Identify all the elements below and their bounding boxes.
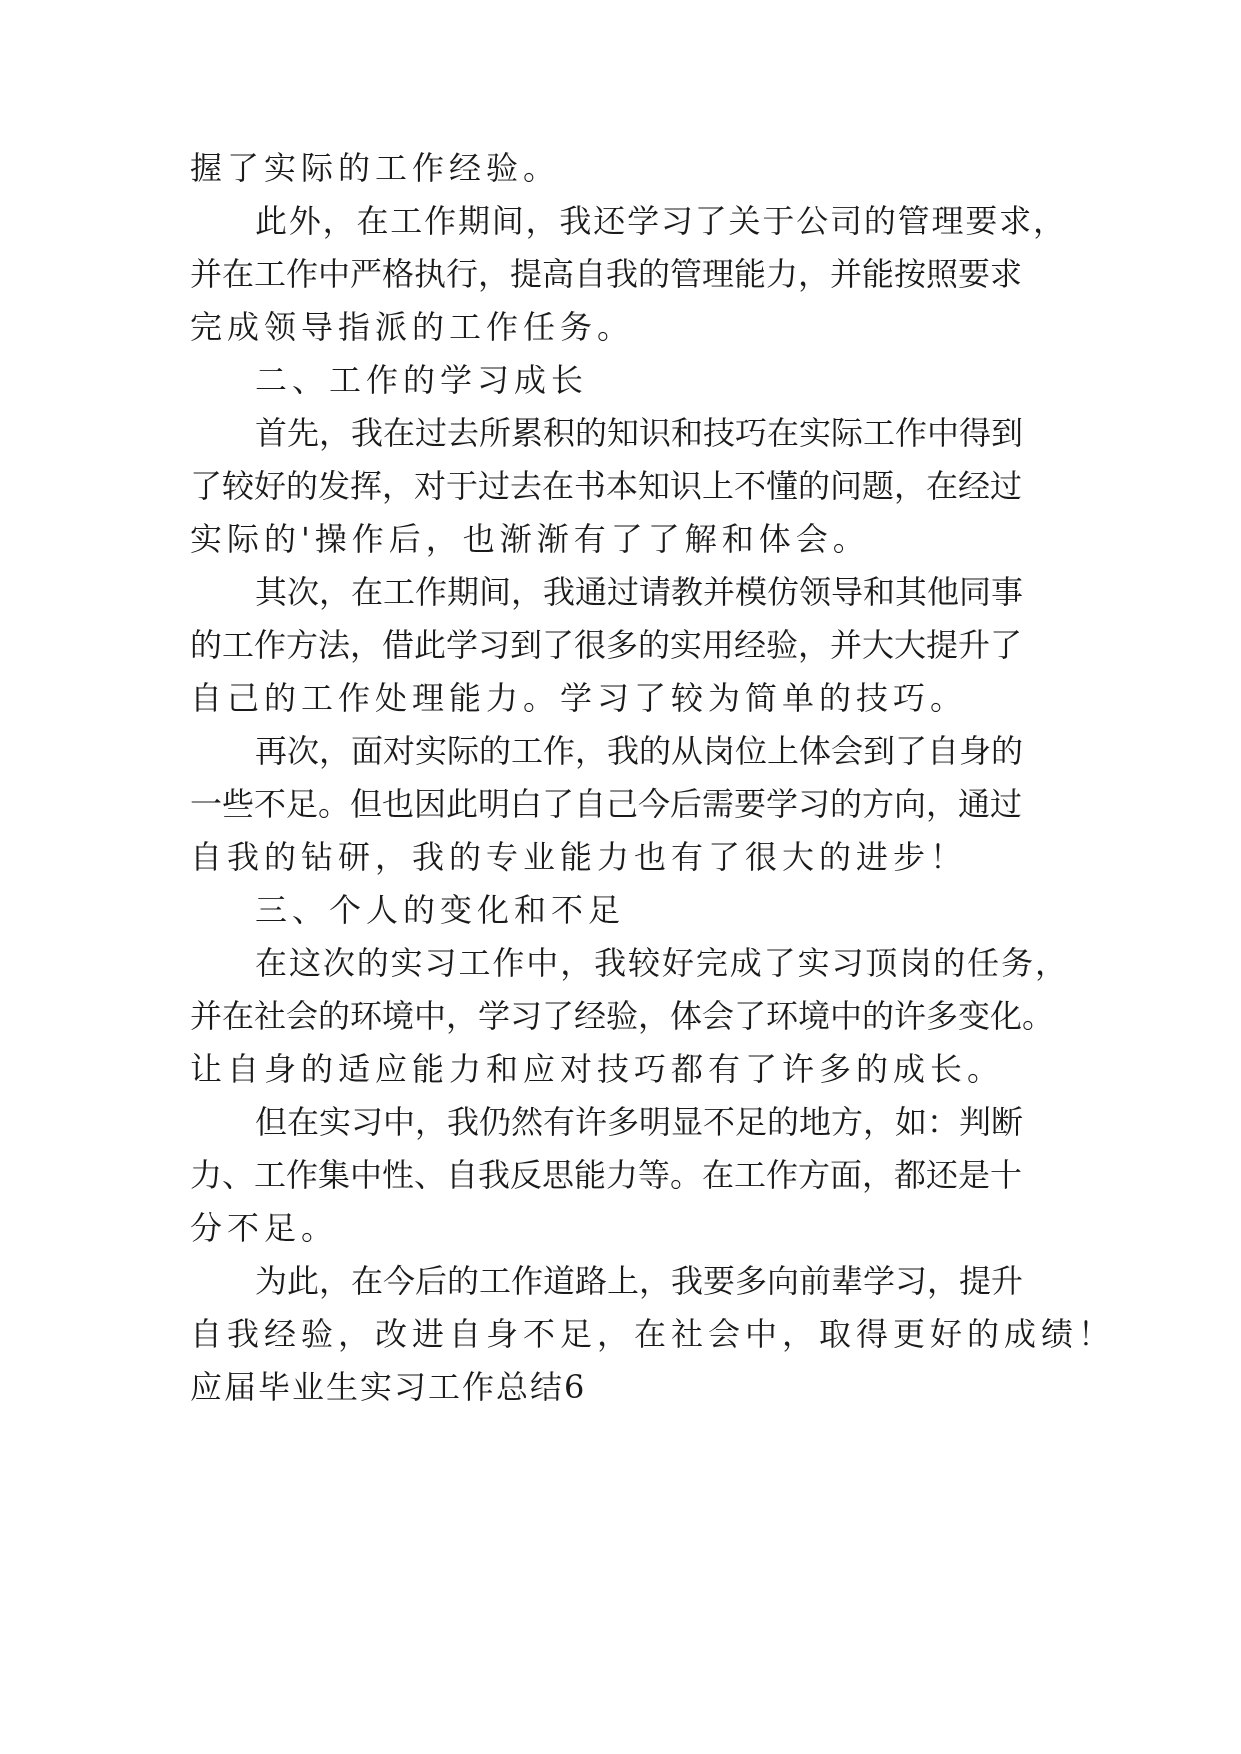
body-text-line: 自我经验，改进自身不足，在社会中，取得更好的成绩！ [190, 1315, 1116, 1353]
paragraph-first-line: 其次，在工作期间，我通过请教并模仿领导和其他同事 [255, 573, 1024, 611]
body-text-line: 一些不足。但也因此明白了自己今后需要学习的方向，通过 [190, 785, 1023, 823]
body-text-line: 自己的工作处理能力。学习了较为简单的技巧。 [190, 679, 968, 717]
body-text-line: 并在社会的环境中，学习了经验，体会了环境中的许多变化。 [190, 997, 1055, 1035]
body-text-line: 自我的钻研，我的专业能力也有了很大的进步！ [190, 838, 968, 876]
paragraph-first-line: 在这次的实习工作中，我较好完成了实习顶岗的任务， [255, 944, 1067, 982]
body-text-line: 实际的'操作后，也渐渐有了了解和体会。 [190, 520, 870, 558]
document-title: 应届毕业生实习工作总结6 [190, 1368, 587, 1406]
body-text-line: 完成领导指派的工作任务。 [190, 308, 635, 346]
body-text-line: 的工作方法，借此学习到了很多的实用经验，并大大提升了 [190, 626, 1023, 664]
section-heading: 二、工作的学习成长 [255, 361, 589, 399]
paragraph-first-line: 为此，在今后的工作道路上，我要多向前辈学习，提升 [255, 1262, 1024, 1300]
section-heading: 三、个人的变化和不足 [255, 891, 626, 929]
body-text-line: 握了实际的工作经验。 [190, 149, 561, 187]
paragraph-first-line: 再次，面对实际的工作，我的从岗位上体会到了自身的 [255, 732, 1024, 770]
body-text-line: 了较好的发挥，对于过去在书本知识上不懂的问题，在经过 [190, 467, 1023, 505]
body-text-line: 力、工作集中性、自我反思能力等。在工作方面，都还是十 [190, 1156, 1023, 1194]
body-text-line: 分不足。 [190, 1209, 339, 1247]
paragraph-first-line: 但在实习中，我仍然有许多明显不足的地方，如：判断 [255, 1103, 1024, 1141]
paragraph-first-line: 首先，我在过去所累积的知识和技巧在实际工作中得到 [255, 414, 1024, 452]
body-text-line: 并在工作中严格执行，提高自我的管理能力，并能按照要求 [190, 255, 1023, 293]
paragraph-first-line: 此外，在工作期间，我还学习了关于公司的管理要求， [255, 202, 1065, 240]
body-text-line: 让自身的适应能力和应对技巧都有了许多的成长。 [190, 1050, 1005, 1088]
